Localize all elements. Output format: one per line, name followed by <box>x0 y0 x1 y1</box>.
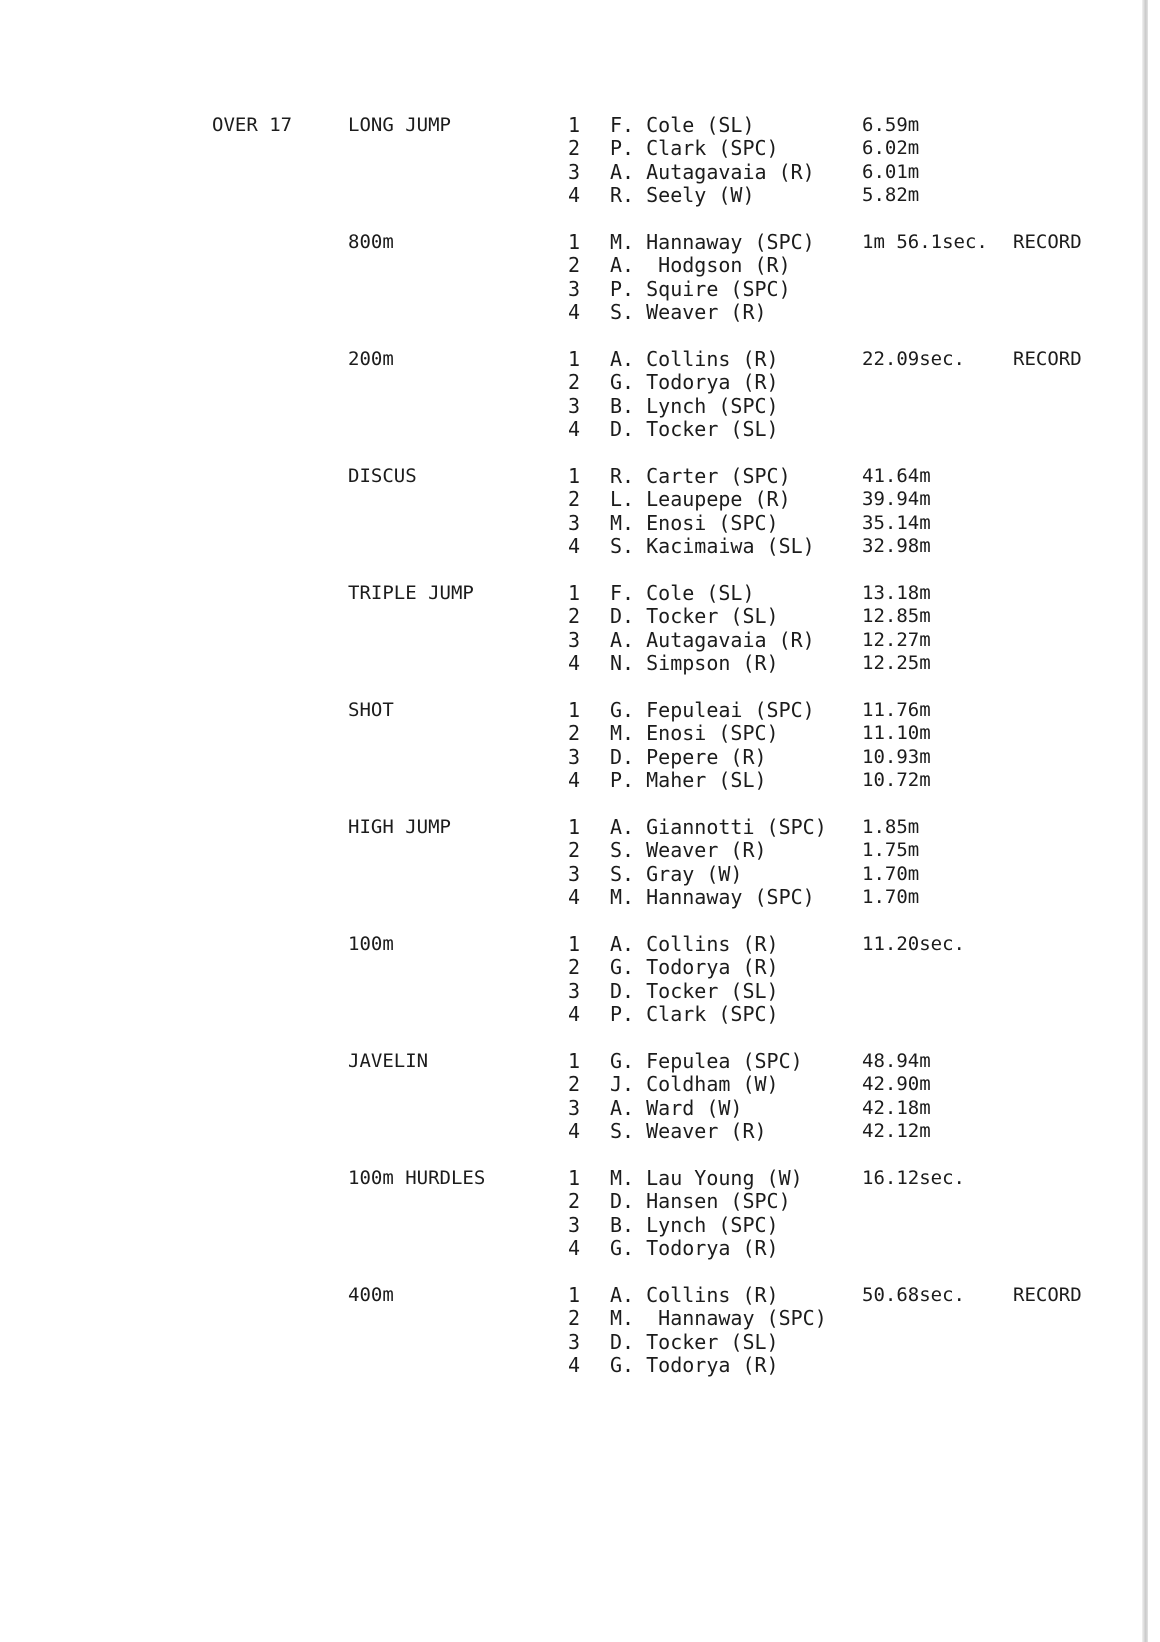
placing-row <box>568 1354 828 1377</box>
placings-list <box>568 933 828 1026</box>
record-note: RECORD <box>1013 231 1082 253</box>
athlete-name: P. Maher (SL) <box>610 767 767 792</box>
event-name: DISCUS <box>348 465 417 487</box>
athlete-name: J. Coldham (W) <box>610 1072 779 1097</box>
placing-row <box>568 1307 828 1330</box>
placings-list <box>568 231 828 324</box>
athlete-name: M. Enosi (SPC) <box>610 510 779 535</box>
event-name: HIGH JUMP <box>348 816 451 838</box>
place-number: 3 <box>568 510 581 535</box>
event-name: SHOT <box>348 699 394 721</box>
placing-row <box>568 371 828 394</box>
event-name: 200m <box>348 348 394 370</box>
place-number: 3 <box>568 627 581 652</box>
placing-result: 35.14m <box>862 511 931 534</box>
athlete-name: R. Carter (SPC) <box>610 464 791 488</box>
event-result: 50.68sec. <box>862 1284 965 1306</box>
placing-row <box>568 487 931 512</box>
placing-result: 10.72m <box>862 768 931 791</box>
placing-row <box>568 159 920 184</box>
place-number: 4 <box>568 1352 581 1377</box>
place-number: 1 <box>568 347 581 371</box>
place-number: 1 <box>568 464 581 488</box>
placing-row <box>568 956 828 979</box>
place-number: 2 <box>568 1072 581 1097</box>
placing-row <box>568 348 828 371</box>
placing-row <box>568 815 920 839</box>
placing-row <box>568 136 920 161</box>
place-number: 3 <box>568 1212 581 1237</box>
record-note: RECORD <box>1013 348 1082 370</box>
placing-result: 6.02m <box>862 137 920 160</box>
athlete-name: B. Lynch (SPC) <box>610 393 779 418</box>
placing-row <box>568 301 828 324</box>
place-number: 1 <box>568 230 581 254</box>
athlete-name: S. Weaver (R) <box>610 1118 767 1143</box>
placing-row <box>568 1331 828 1354</box>
placing-row <box>568 861 920 886</box>
placing-result: 48.94m <box>862 1050 931 1072</box>
event-results-list <box>348 114 1108 1401</box>
athlete-name: D. Tocker (SL) <box>610 416 779 441</box>
placing-result: 42.18m <box>862 1096 931 1119</box>
placing-result: 1.75m <box>862 839 920 862</box>
place-number: 2 <box>568 253 581 278</box>
place-number: 2 <box>568 721 581 746</box>
place-number: 3 <box>568 978 581 1003</box>
event-result: 11.20sec. <box>862 933 965 955</box>
placings-list <box>568 348 828 441</box>
place-number: 3 <box>568 393 581 418</box>
event-name: LONG JUMP <box>348 114 451 136</box>
placings-list <box>568 1049 931 1143</box>
placing-row <box>568 744 931 769</box>
athlete-name: A. Giannotti (SPC) <box>610 815 827 839</box>
athlete-name: R. Seely (W) <box>610 182 755 207</box>
placing-result: 41.64m <box>862 465 931 487</box>
athlete-name: D. Tocker (SL) <box>610 1329 779 1354</box>
placing-row <box>568 581 931 605</box>
placing-result: 12.27m <box>862 628 931 651</box>
event-result: 22.09sec. <box>862 348 965 370</box>
placing-row <box>568 231 828 254</box>
event-name: 100m <box>348 933 394 955</box>
placing-result: 5.82m <box>862 183 920 206</box>
athlete-name: F. Cole (SL) <box>610 581 755 605</box>
placings-list <box>568 464 931 558</box>
placing-row <box>568 980 828 1003</box>
place-number: 2 <box>568 370 581 395</box>
placing-result: 1.70m <box>862 862 920 885</box>
athlete-name: M. Hannaway (SPC) <box>610 884 815 909</box>
athlete-name: D. Pepere (R) <box>610 744 767 769</box>
event-block <box>348 1284 1108 1376</box>
athlete-name: B. Lynch (SPC) <box>610 1212 779 1237</box>
place-number: 3 <box>568 276 581 301</box>
placing-row <box>568 1003 828 1026</box>
event-result: 16.12sec. <box>862 1167 965 1189</box>
placing-row <box>568 767 931 792</box>
athlete-name: P. Squire (SPC) <box>610 276 791 301</box>
athlete-name: A. Collins (R) <box>610 347 779 371</box>
athlete-name: M. Hannaway (SPC) <box>610 1306 827 1331</box>
event-block <box>348 1050 1108 1142</box>
placing-result: 13.18m <box>862 582 931 604</box>
placing-row <box>568 533 931 558</box>
placing-result: 1.70m <box>862 885 920 908</box>
placings-list <box>568 113 920 207</box>
event-block <box>348 114 1108 206</box>
placing-row <box>568 604 931 629</box>
placings-list <box>568 1284 828 1377</box>
place-number: 2 <box>568 1306 581 1331</box>
placing-row <box>568 721 931 746</box>
place-number: 2 <box>568 1189 581 1214</box>
athlete-name: A. Ward (W) <box>610 1095 743 1120</box>
event-name: 800m <box>348 231 394 253</box>
placing-row <box>568 1167 828 1190</box>
athlete-name: S. Weaver (R) <box>610 299 767 324</box>
place-number: 2 <box>568 838 581 863</box>
record-note: RECORD <box>1013 1284 1082 1306</box>
place-number: 1 <box>568 932 581 956</box>
placing-result: 32.98m <box>862 534 931 557</box>
placings-list <box>568 581 931 675</box>
athlete-name: G. Fepuleai (SPC) <box>610 698 815 722</box>
athlete-name: S. Gray (W) <box>610 861 743 886</box>
place-number: 3 <box>568 744 581 769</box>
placing-row <box>568 838 920 863</box>
place-number: 3 <box>568 1095 581 1120</box>
placing-result: 1.85m <box>862 816 920 838</box>
placing-result: 12.25m <box>862 651 931 674</box>
placing-row <box>568 254 828 277</box>
place-number: 4 <box>568 299 581 324</box>
athlete-name: D. Tocker (SL) <box>610 978 779 1003</box>
placing-row <box>568 1072 931 1097</box>
place-number: 4 <box>568 533 581 558</box>
place-number: 4 <box>568 650 581 675</box>
place-number: 4 <box>568 884 581 909</box>
placing-result: 12.85m <box>862 605 931 628</box>
place-number: 4 <box>568 416 581 441</box>
place-number: 4 <box>568 1235 581 1260</box>
placings-list <box>568 1167 828 1260</box>
event-name: 100m HURDLES <box>348 1167 486 1189</box>
athlete-name: S. Weaver (R) <box>610 838 767 863</box>
placing-row <box>568 1237 828 1260</box>
placing-row <box>568 1095 931 1120</box>
place-number: 3 <box>568 1329 581 1354</box>
athlete-name: F. Cole (SL) <box>610 113 755 137</box>
placing-row <box>568 650 931 675</box>
placing-row <box>568 1190 828 1213</box>
place-number: 1 <box>568 1166 581 1190</box>
placing-row <box>568 1284 828 1307</box>
place-number: 4 <box>568 1118 581 1143</box>
event-name: TRIPLE JUMP <box>348 582 474 604</box>
event-name: JAVELIN <box>348 1050 429 1072</box>
placing-row <box>568 1118 931 1143</box>
placing-row <box>568 510 931 535</box>
placing-result: 6.01m <box>862 160 920 183</box>
placing-result: 42.90m <box>862 1073 931 1096</box>
placing-row <box>568 1214 828 1237</box>
event-name: 400m <box>348 1284 394 1306</box>
place-number: 1 <box>568 113 581 137</box>
event-block <box>348 582 1108 674</box>
age-group-label: OVER 17 <box>212 114 293 136</box>
placing-result: 11.10m <box>862 722 931 745</box>
page-edge-shadow <box>1142 0 1148 1642</box>
athlete-name: A. Autagavaia (R) <box>610 627 815 652</box>
placing-row <box>568 182 920 207</box>
place-number: 1 <box>568 581 581 605</box>
event-result: 1m 56.1sec. <box>862 231 988 253</box>
placings-list <box>568 815 920 909</box>
place-number: 2 <box>568 955 581 980</box>
athlete-name: A. Collins (R) <box>610 1283 779 1307</box>
place-number: 4 <box>568 1001 581 1026</box>
place-number: 2 <box>568 136 581 161</box>
placing-row <box>568 698 931 722</box>
athlete-name: G. Todorya (R) <box>610 955 779 980</box>
placing-row <box>568 278 828 301</box>
athlete-name: N. Simpson (R) <box>610 650 779 675</box>
placing-result: 10.93m <box>862 745 931 768</box>
placing-row <box>568 418 828 441</box>
place-number: 2 <box>568 487 581 512</box>
place-number: 3 <box>568 159 581 184</box>
athlete-name: P. Clark (SPC) <box>610 1001 779 1026</box>
place-number: 1 <box>568 698 581 722</box>
place-number: 1 <box>568 815 581 839</box>
place-number: 4 <box>568 767 581 792</box>
athlete-name: M. Lau Young (W) <box>610 1166 803 1190</box>
placings-list <box>568 698 931 792</box>
event-block <box>348 699 1108 791</box>
place-number: 1 <box>568 1283 581 1307</box>
athlete-name: D. Hansen (SPC) <box>610 1189 791 1214</box>
placing-row <box>568 627 931 652</box>
athlete-name: G. Todorya (R) <box>610 1235 779 1260</box>
event-block <box>348 1167 1108 1259</box>
athlete-name: L. Leaupepe (R) <box>610 487 791 512</box>
athlete-name: G. Todorya (R) <box>610 1352 779 1377</box>
placing-row <box>568 1049 931 1073</box>
placing-row <box>568 464 931 488</box>
placing-row <box>568 395 828 418</box>
place-number: 3 <box>568 861 581 886</box>
athlete-name: S. Kacimaiwa (SL) <box>610 533 815 558</box>
placing-result: 11.76m <box>862 699 931 721</box>
athlete-name: G. Fepulea (SPC) <box>610 1049 803 1073</box>
place-number: 1 <box>568 1049 581 1073</box>
placing-result: 6.59m <box>862 114 920 136</box>
event-block <box>348 348 1108 440</box>
placing-row <box>568 113 920 137</box>
athlete-name: D. Tocker (SL) <box>610 604 779 629</box>
place-number: 4 <box>568 182 581 207</box>
athlete-name: M. Hannaway (SPC) <box>610 230 815 254</box>
athlete-name: G. Todorya (R) <box>610 370 779 395</box>
event-block <box>348 231 1108 323</box>
placing-result: 42.12m <box>862 1119 931 1142</box>
athlete-name: A. Autagavaia (R) <box>610 159 815 184</box>
place-number: 2 <box>568 604 581 629</box>
athlete-name: P. Clark (SPC) <box>610 136 779 161</box>
event-block <box>348 933 1108 1025</box>
event-block <box>348 465 1108 557</box>
athlete-name: A. Hodgson (R) <box>610 253 791 278</box>
event-block <box>348 816 1108 908</box>
athlete-name: M. Enosi (SPC) <box>610 721 779 746</box>
athlete-name: A. Collins (R) <box>610 932 779 956</box>
placing-row <box>568 933 828 956</box>
placing-result: 39.94m <box>862 488 931 511</box>
placing-row <box>568 884 920 909</box>
